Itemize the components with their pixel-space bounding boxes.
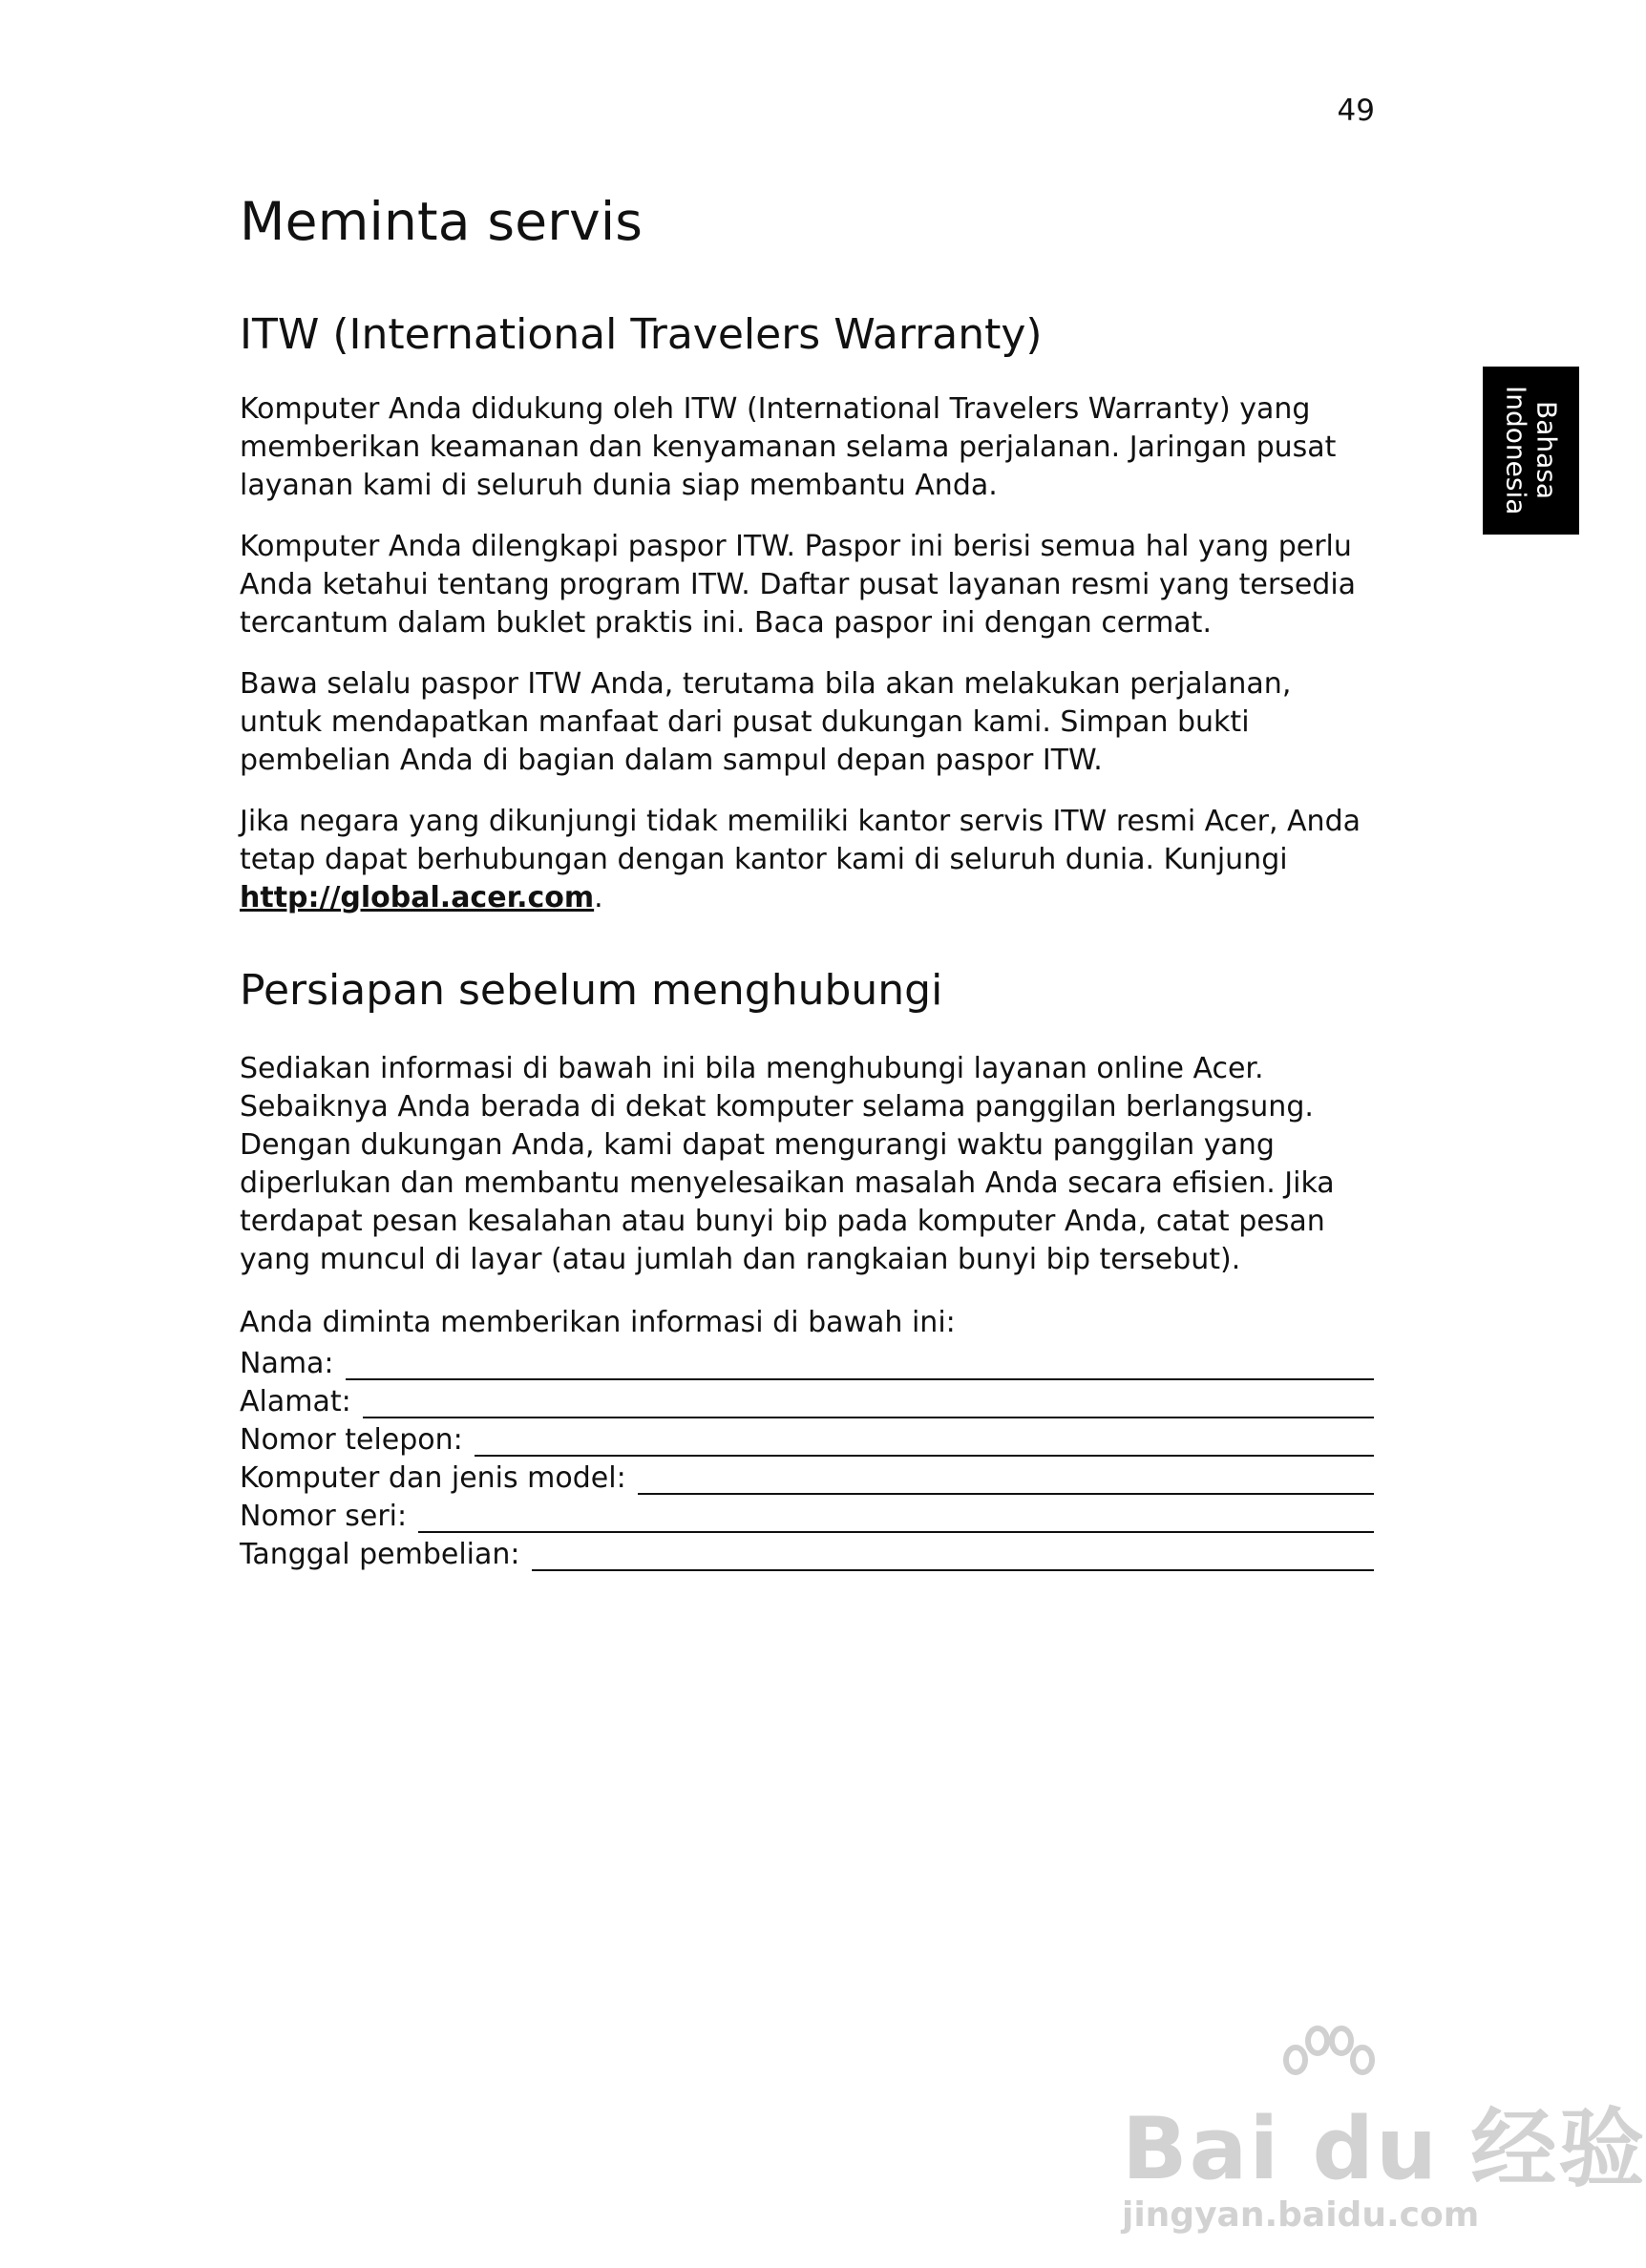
itw-paragraph: Bawa selalu paspor ITW Anda, terutama bila akan melakukan perjalanan, untuk mendapatkan manfaat dari pusat dukungan kami. Simpan bukti pembelian Anda di bagian dalam sampul depan paspor ITW. (240, 667, 1292, 777)
purchase-date-field-line[interactable] (532, 1539, 1375, 1571)
form-row-model (240, 1457, 1374, 1495)
model-field-line[interactable] (638, 1462, 1374, 1495)
form-row-name (240, 1342, 1374, 1380)
field-label: Nomor seri: (240, 1500, 408, 1533)
form-row-phone (240, 1418, 1374, 1457)
serial-field-line[interactable] (418, 1501, 1374, 1533)
prep-heading: Persiapan sebelum menghubungi (240, 966, 943, 1015)
info-form (240, 1342, 1374, 1571)
prep-paragraph: Sediakan informasi di bawah ini bila menghubungi layanan online Acer. Sebaiknya Anda berada di dekat komputer selama panggilan berlangsung. Dengan dukungan Anda, kami dapat mengurangi waktu panggilan yang diperlukan dan membantu menyelesaikan masalah Anda secara efisien. Jika terdapat pesan kesalahan atau bunyi bip pada komputer Anda, catat pesan yang muncul di layar (atau jumlah dan rangkaian bunyi bip tersebut). (240, 1052, 1335, 1276)
field-label: Nama: (240, 1347, 334, 1380)
field-label: Komputer dan jenis model: (240, 1461, 626, 1495)
form-row-address (240, 1380, 1374, 1418)
form-row-serial (240, 1495, 1374, 1533)
page-title: Meminta servis (240, 191, 644, 252)
itw-paragraph: Komputer Anda dilengkapi paspor ITW. Paspor ini berisi semua hal yang perlu Anda ketahui tentang program ITW. Daftar pusat layanan resmi yang tersedia tercantum dalam buklet praktis ini. Baca paspor ini dengan cermat. (240, 530, 1357, 640)
form-intro: Anda diminta memberikan informasi di bawah ini: (240, 1306, 956, 1339)
baidu-watermark (1122, 2024, 1646, 2235)
language-tab (1483, 367, 1579, 535)
acer-global-link[interactable]: http://global.acer.com (240, 881, 595, 914)
form-row-purchase-date (240, 1533, 1374, 1571)
field-label: Tanggal pembelian: (240, 1538, 520, 1571)
address-field-line[interactable] (363, 1386, 1374, 1418)
itw-paragraph-text: Jika negara yang dikunjungi tidak memiliki kantor servis ITW resmi Acer, Anda tetap dapat berhubungan dengan kantor kami di seluruh dunia. Kunjungi (240, 805, 1361, 876)
language-tab-line2: Indonesia (1500, 386, 1532, 515)
field-label: Alamat: (240, 1385, 351, 1418)
itw-paragraph-with-link (240, 803, 1381, 917)
link-suffix: . (594, 881, 603, 914)
phone-field-line[interactable] (475, 1424, 1374, 1457)
name-field-line[interactable] (346, 1348, 1374, 1380)
watermark-url: jingyan.baidu.com (1122, 2195, 1480, 2235)
page-number: 49 (1337, 94, 1375, 128)
field-label: Nomor telepon: (240, 1423, 463, 1457)
itw-heading: ITW (International Travelers Warranty) (240, 310, 1043, 359)
language-tab-line1: Bahasa (1530, 401, 1563, 500)
watermark-brand: Bai du 经验 (1122, 2099, 1646, 2199)
itw-paragraph: Komputer Anda didukung oleh ITW (International Travelers Warranty) yang memberikan keamanan dan kenyamanan selama perjalanan. Jaringan pusat layanan kami di seluruh dunia siap membantu Anda. (240, 392, 1337, 502)
